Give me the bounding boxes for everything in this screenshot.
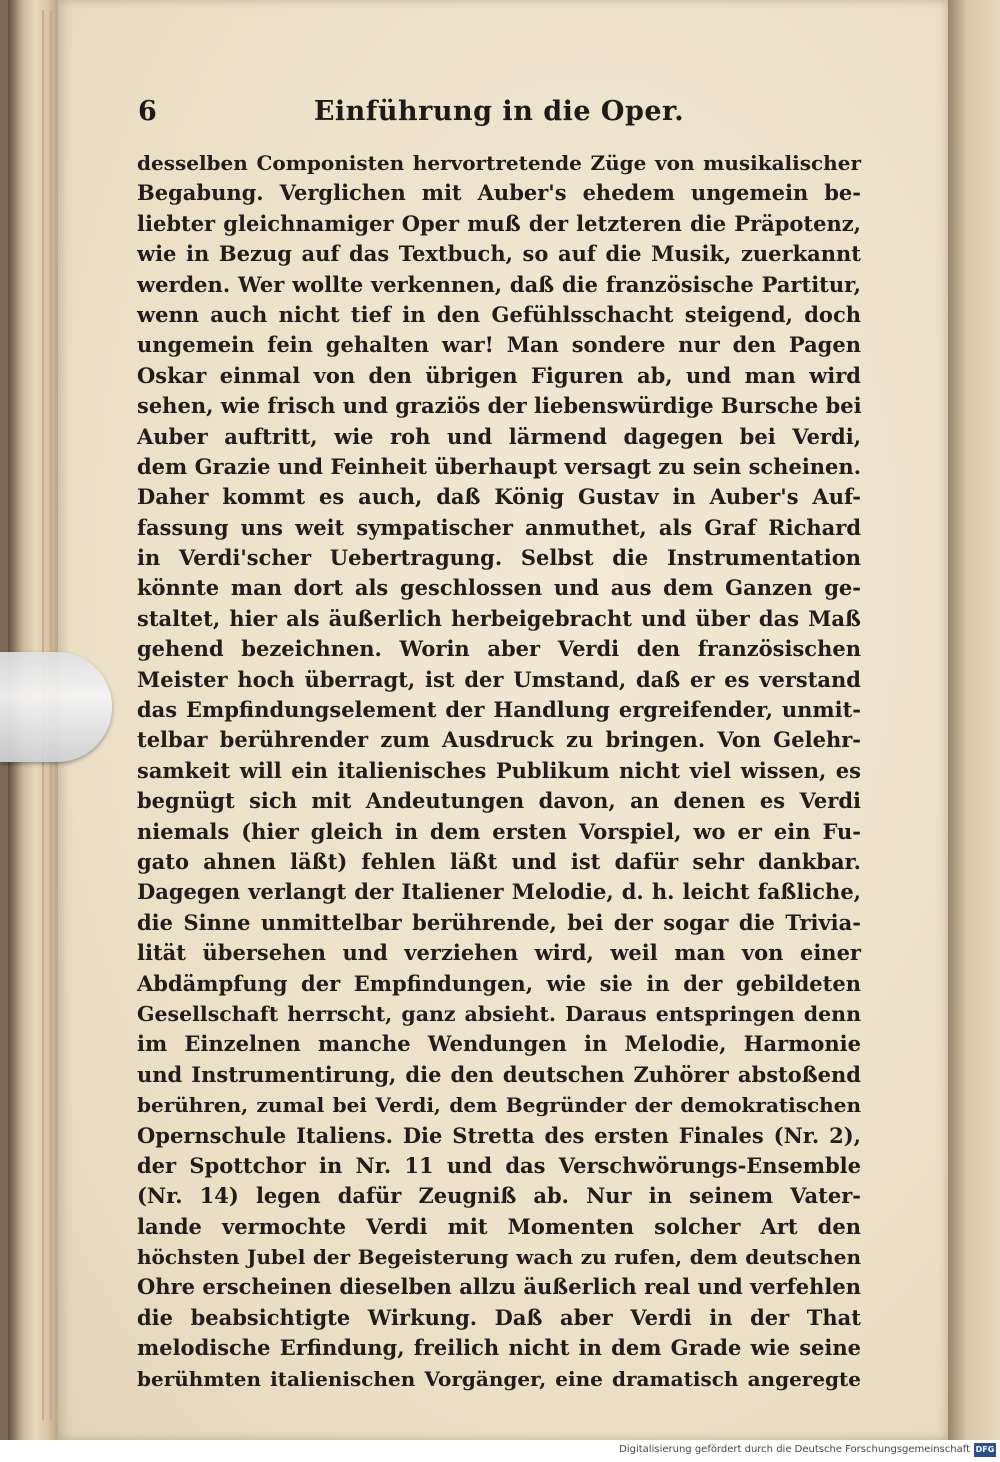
text-line: berühren, zumal bei Verdi, dem Begründer der demokratischen [137,1093,861,1118]
digitization-credit: Digitalisierung gefördert durch die Deutsche Forschungsgemeinschaft [619,1444,970,1455]
text-line: Dagegen verlangt der Italiener Melodie, d. h. leicht faßliche, [137,879,861,905]
text-line: wenn auch nicht tief in den Gefühlsschacht steigend, doch [137,301,861,327]
text-line: werden. Wer wollte verkennen, daß die französische Partitur, [137,271,861,297]
text-line: wie in Bezug auf das Textbuch, so auf die Musik, zuerkannt [137,241,861,267]
text-line: Auber auftritt, wie roh und lärmend dagegen bei Verdi, [137,423,861,449]
text-line: höchsten Jubel der Begeisterung wach zu rufen, dem deutschen [137,1245,861,1270]
text-line: Daher kommt es auch, daß König Gustav in Auber's Auf- [137,484,861,510]
text-line: die beabsichtigte Wirkung. Daß aber Verdi in der That [137,1304,861,1330]
text-line: Begabung. Verglichen mit Auber's ehedem ungemein be- [137,180,861,206]
text-line: das Empfindungselement der Handlung ergreifender, unmit- [137,697,861,723]
text-line: gehend bezeichnen. Worin aber Verdi den französischen [137,636,861,662]
text-line: Meister hoch überragt, ist der Umstand, daß er es verstand [137,666,861,692]
text-line: fassung uns weit sympatischer anmuthet, als Graf Richard [137,514,861,540]
page-header [138,96,860,136]
book-page-edges-right [945,0,1000,1440]
text-line: (Nr. 14) legen dafür Zeugniß ab. Nur in seinem Vater- [137,1183,861,1209]
text-line: berühmten italienischen Vorgänger, eine dramatisch angeregte [137,1366,861,1391]
text-line: samkeit will ein italienisches Publikum nicht viel wissen, es [137,757,861,783]
text-line: telbar berührender zum Ausdruck zu bringen. Von Gelehr- [137,727,861,753]
text-line: der Spottchor in Nr. 11 und das Verschwörungs-Ensemble [137,1152,861,1178]
text-line: Opernschule Italiens. Die Stretta des ersten Finales (Nr. 2), [137,1122,861,1148]
text-line: Gesellschaft herrscht, ganz absieht. Daraus entspringen denn [137,1001,861,1026]
text-line: liebter gleichnamiger Oper muß der letzteren die Präpotenz, [137,210,861,236]
text-line: Ohre erscheinen dieselben allzu äußerlich real und verfehlen [137,1274,861,1300]
page-number: 6 [138,96,157,127]
text-line: im Einzelnen manche Wendungen in Melodie, Harmonie [137,1031,861,1057]
body-text [137,148,861,1394]
text-line: staltet, hier als äußerlich herbeigebracht und über das Maß [137,605,861,631]
dfg-logo: DFG [974,1443,996,1457]
text-line: in Verdi'scher Uebertragung. Selbst die Instrumentation [137,545,861,571]
text-line: sehen, wie frisch und graziös der liebenswürdige Bursche bei [137,393,862,419]
text-line: melodische Erfindung, freilich nicht in dem Grade wie seine [137,1335,861,1361]
text-line: ungemein fein gehalten war! Man sondere nur den Pagen [137,332,861,358]
text-line: desselben Componisten hervortretende Züge von musikalischer [137,151,861,175]
bookmark-clip [0,652,112,762]
text-line: Abdämpfung der Empfindungen, wie sie in der gebildeten [137,970,861,996]
text-line: begnügt sich mit Andeutungen davon, an denen es Verdi [137,788,861,814]
text-line: dem Grazie und Feinheit überhaupt versagt zu sein scheinen. [137,453,861,479]
text-line: und Instrumentirung, die den deutschen Zuhörer abstoßend [137,1061,861,1087]
text-line: gato ahnen läßt) fehlen läßt und ist dafür sehr dankbar. [137,848,861,874]
text-line: lande vermochte Verdi mit Momenten solcher Art den [137,1213,861,1239]
text-line: niemals (hier gleich in dem ersten Vorspiel, wo er ein Fu- [137,818,861,844]
footer [0,1440,1000,1462]
text-line: die Sinne unmittelbar berührende, bei der sogar die Trivia- [137,909,861,935]
running-title: Einführung in die Oper. [313,96,685,127]
text-line: könnte man dort als geschlossen und aus dem Ganzen ge- [137,575,861,601]
text-line: Oskar einmal von den übrigen Figuren ab, und man wird [137,362,861,388]
text-line: lität übersehen und verziehen wird, weil man von einer [137,940,861,966]
